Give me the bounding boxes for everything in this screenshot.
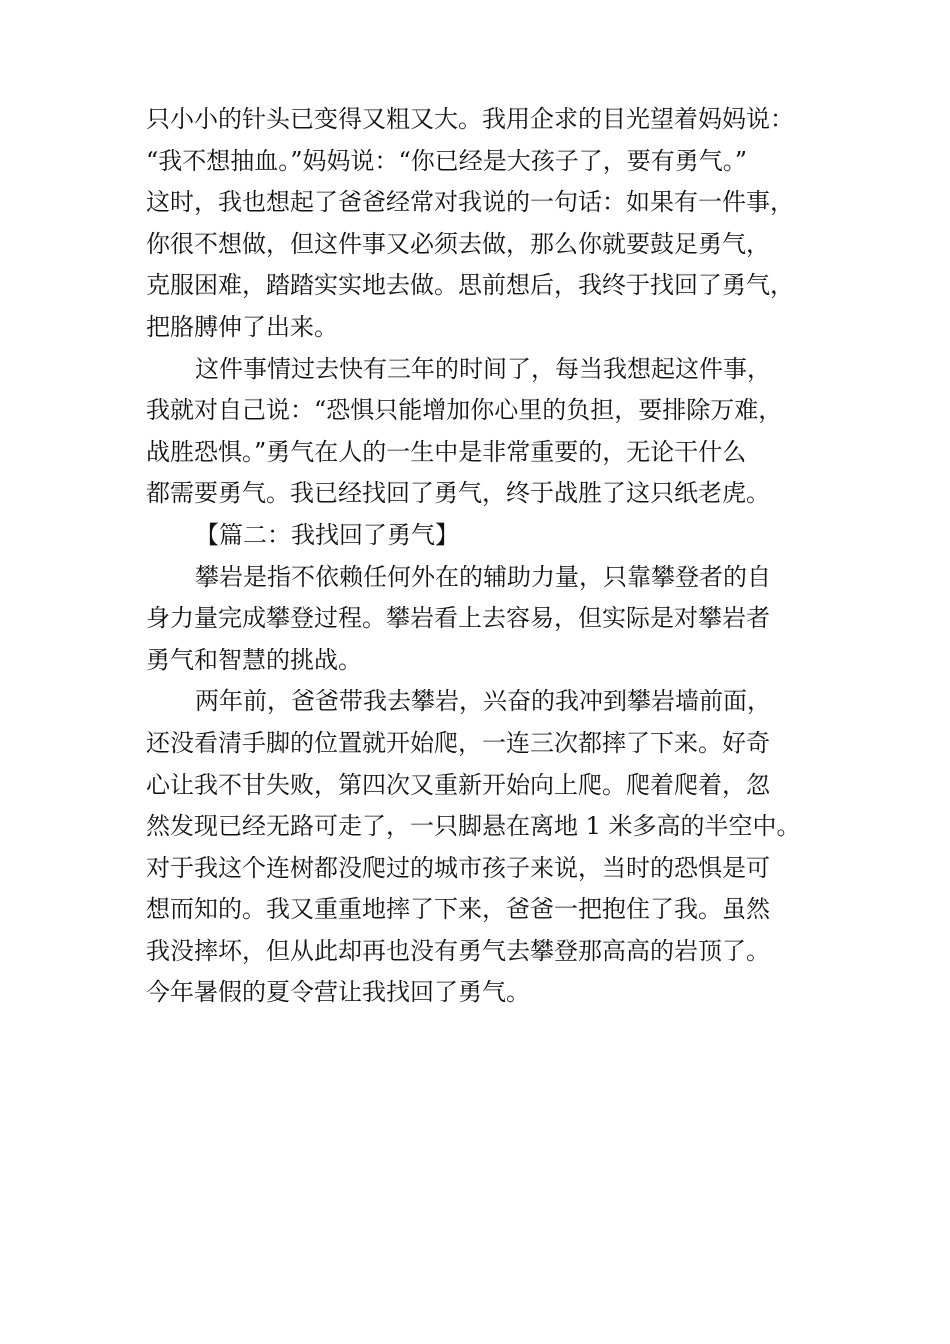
paragraph-start-line: 攀岩是指不依赖任何外在的辅助力量，只靠攀登者的自 — [195, 562, 771, 591]
text-line: 想而知的。我又重重地摔了下来，爸爸一把抱住了我。虽然 — [146, 895, 770, 924]
text-line: 我就对自己说：“恐惧只能增加你心里的负担，要排除万难， — [146, 396, 783, 425]
text-line: 把胳膊伸了出来。 — [146, 312, 338, 341]
text-line: 心让我不甘失败，第四次又重新开始向上爬。爬着爬着，忽 — [146, 770, 770, 799]
text-line: “我不想抽血。”妈妈说：“你已经是大孩子了，要有勇气。” — [146, 146, 748, 175]
text-line: 你很不想做，但这件事又必须去做，那么你就要鼓足勇气， — [146, 229, 770, 258]
text-line: 身力量完成攀登过程。攀岩看上去容易，但实际是对攀岩者 — [146, 604, 770, 633]
text-line: 还没看清手脚的位置就开始爬，一连三次都摔了下来。好奇 — [146, 728, 770, 757]
text-line: 勇气和智慧的挑战。 — [146, 645, 362, 674]
paragraph-start-line: 两年前，爸爸带我去攀岩，兴奋的我冲到攀岩墙前面， — [195, 687, 771, 716]
document-body — [146, 99, 816, 1014]
paragraph-start-line: 这件事情过去快有三年的时间了，每当我想起这件事， — [195, 354, 771, 383]
text-line: 这时，我也想起了爸爸经常对我说的一句话：如果有一件事， — [146, 188, 794, 217]
text-line: 然发现已经无路可走了，一只脚悬在离地 1 米多高的半空中。 — [146, 812, 801, 841]
text-line: 我没摔坏，但从此却再也没有勇气去攀登那高高的岩顶了。 — [146, 936, 770, 965]
text-line: 都需要勇气。我已经找回了勇气，终于战胜了这只纸老虎。 — [146, 479, 770, 508]
text-line: 克服困难，踏踏实实地去做。思前想后，我终于找回了勇气， — [146, 271, 794, 300]
text-line: 只小小的针头已变得又粗又大。我用企求的目光望着妈妈说： — [146, 105, 794, 133]
text-line: 今年暑假的夏令营让我找回了勇气。 — [146, 978, 530, 1007]
section-heading: 【篇二：我找回了勇气】 — [195, 520, 459, 549]
text-line: 对于我这个连树都没爬过的城市孩子来说，当时的恐惧是可 — [146, 853, 770, 882]
text-line: 战胜恐惧。”勇气在人的一生中是非常重要的，无论干什么 — [146, 437, 747, 466]
